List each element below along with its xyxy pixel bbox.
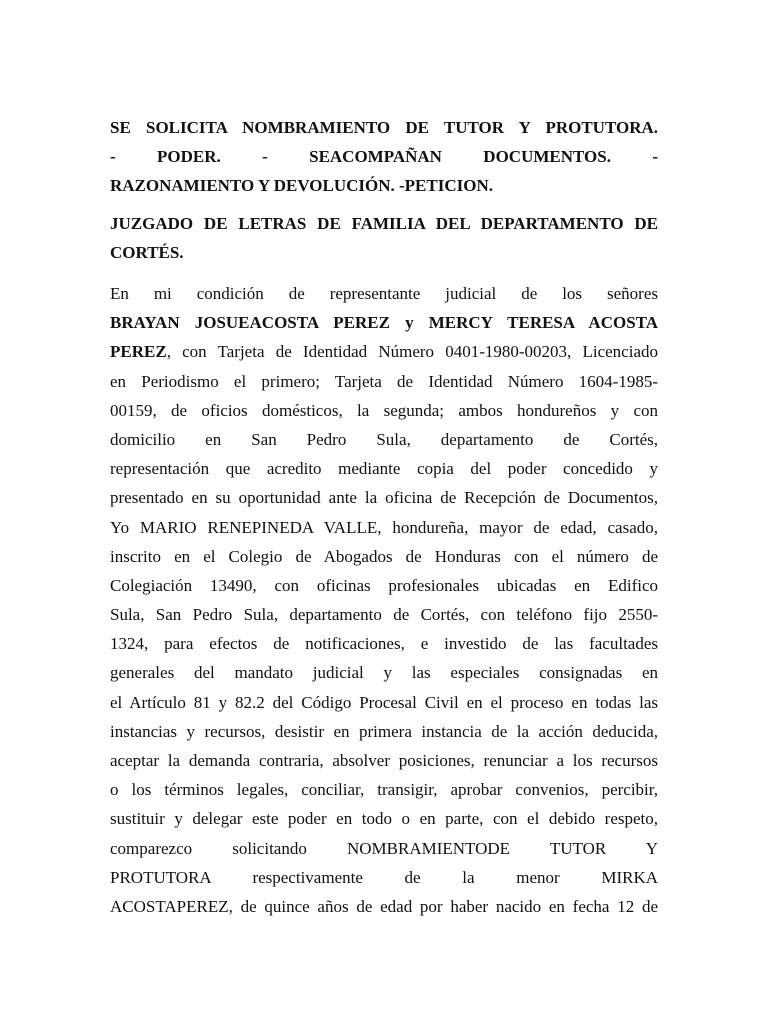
body-line: 00159, de oficios domésticos, la segunda; ambos hondureños y con bbox=[110, 400, 658, 420]
title-line: RAZONAMIENTO Y DEVOLUCIÓN. -PETICION. bbox=[110, 176, 493, 195]
party-surname: PEREZ bbox=[110, 342, 167, 362]
body-line: Sula, San Pedro Sula, departamento de Cortés, con teléfono fijo 2550- bbox=[110, 605, 658, 625]
title-line: - PODER. - SEACOMPAÑAN DOCUMENTOS. - bbox=[110, 147, 658, 166]
body-line: inscrito en el Colegio de Abogados de Honduras con el número de bbox=[110, 546, 658, 566]
body-line: representación que acredito mediante copia del poder concedido y bbox=[110, 459, 658, 479]
body-line: Yo MARIO RENEPINEDA VALLE, hondureña, mayor de edad, casado, bbox=[110, 517, 658, 537]
body-line: Colegiación 13490, con oficinas profesionales ubicadas en Edifico bbox=[110, 575, 658, 595]
body-line: presentado en su oportunidad ante la oficina de Recepción de Documentos, bbox=[110, 488, 658, 508]
body-line-text: , con Tarjeta de Identidad Número 0401-1980-00203, Licenciado bbox=[166, 342, 658, 362]
body-line: sustituir y delegar este poder en todo o en parte, con el debido respeto, bbox=[110, 809, 658, 829]
body-line: ACOSTAPEREZ, de quince años de edad por haber nacido en fecha 12 de bbox=[110, 896, 658, 916]
body-line: PROTUTORA respectivamente de la menor MIRKA bbox=[110, 867, 658, 887]
document-title bbox=[110, 113, 658, 200]
court-heading-line: JUZGADO DE LETRAS DE FAMILIA DEL DEPARTAMENTO DE bbox=[110, 214, 658, 233]
body-line: el Artículo 81 y 82.2 del Código Procesal Civil en el proceso en todas las bbox=[110, 692, 658, 712]
body-line: aceptar la demanda contraria, absolver posiciones, renunciar a los recursos bbox=[110, 751, 658, 770]
court-heading bbox=[110, 209, 658, 267]
body-line: en Periodismo el primero; Tarjeta de Identidad Número 1604-1985- bbox=[110, 371, 658, 391]
body-paragraph bbox=[110, 279, 658, 921]
body-line: En mi condición de representante judicial de los señores bbox=[110, 284, 658, 303]
body-line bbox=[110, 337, 658, 366]
body-line: comparezco solicitando NOMBRAMIENTODE TUTOR Y bbox=[110, 838, 658, 858]
body-line: generales del mandato judicial y las especiales consignadas en bbox=[110, 663, 658, 683]
party-names: BRAYAN JOSUEACOSTA PEREZ y MERCY TERESA ACOSTA bbox=[110, 313, 658, 333]
court-heading-line: CORTÉS. bbox=[110, 243, 184, 262]
body-line: domicilio en San Pedro Sula, departamento de Cortés, bbox=[110, 429, 658, 449]
body-line: instancias y recursos, desistir en primera instancia de la acción deducida, bbox=[110, 721, 658, 741]
title-line: SE SOLICITA NOMBRAMIENTO DE TUTOR Y PROTUTORA. bbox=[110, 118, 658, 137]
body-line-names bbox=[110, 308, 658, 337]
body-line: o los términos legales, conciliar, transigir, aprobar convenios, percibir, bbox=[110, 780, 658, 800]
body-line: 1324, para efectos de notificaciones, e investido de las facultades bbox=[110, 634, 658, 654]
